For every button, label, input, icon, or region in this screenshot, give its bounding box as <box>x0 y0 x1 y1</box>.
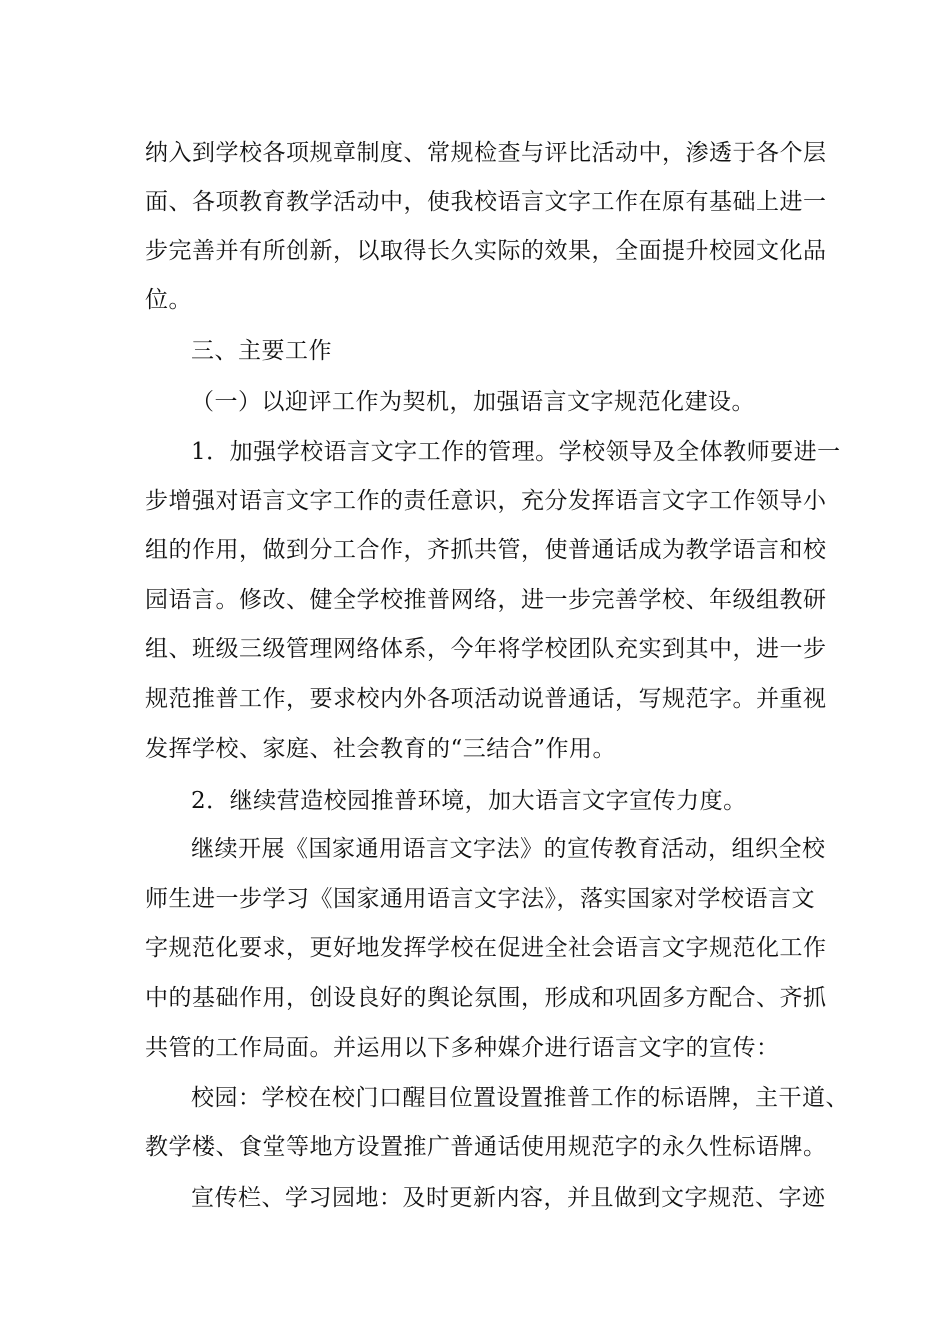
text-line: 组、班级三级管理网络体系，今年将学校团队充实到其中，进一步 <box>145 636 827 662</box>
text-line: 步完善并有所创新，以取得长久实际的效果，全面提升校园文化品 <box>145 238 827 264</box>
text-line: 2．继续营造校园推普环境，加大语言文字宣传力度。 <box>191 788 747 814</box>
text-line: 中的基础作用，创设良好的舆论氛围，形成和巩固多方配合、齐抓 <box>145 985 827 1011</box>
text-line: 1．加强学校语言文字工作的管理。学校领导及全体教师要进一 <box>191 439 841 465</box>
text-line: 规范推普工作，要求校内外各项活动说普通话，写规范字。并重视 <box>145 686 827 712</box>
text-line: 字规范化要求，更好地发挥学校在促进全社会语言文字规范化工作 <box>145 935 827 961</box>
text-line: 位。 <box>145 287 192 313</box>
subsection-heading: （一）以迎评工作为契机，加强语言文字规范化建设。 <box>191 389 755 415</box>
text-line: 宣传栏、学习园地：及时更新内容，并且做到文字规范、字迹 <box>191 1185 826 1211</box>
text-line: 纳入到学校各项规章制度、常规检查与评比活动中，渗透于各个层 <box>145 140 827 166</box>
text-line: 共管的工作局面。并运用以下多种媒介进行语言文字的宣传： <box>145 1035 780 1061</box>
text-line: 园语言。修改、健全学校推普网络，进一步完善学校、年级组教研 <box>145 587 827 613</box>
text-line: 组的作用，做到分工合作，齐抓共管，使普通话成为教学语言和校 <box>145 537 827 563</box>
text-line: 校园：学校在校门口醒目位置设置推普工作的标语牌，主干道、 <box>191 1085 849 1111</box>
text-line: 师生进一步学习《国家通用语言文字法》，落实国家对学校语言文 <box>145 886 815 912</box>
section-heading: 三、主要工作 <box>191 338 332 364</box>
text-line: 发挥学校、家庭、社会教育的“三结合”作用。 <box>145 736 617 762</box>
text-line: 面、各项教育教学活动中，使我校语言文字工作在原有基础上进一 <box>145 189 827 215</box>
text-line: 教学楼、食堂等地方设置推广普通话使用规范字的永久性标语牌。 <box>145 1134 827 1160</box>
text-line: 步增强对语言文字工作的责任意识，充分发挥语言文字工作领导小 <box>145 488 827 514</box>
text-line: 继续开展《国家通用语言文字法》的宣传教育活动，组织全校 <box>191 836 826 862</box>
